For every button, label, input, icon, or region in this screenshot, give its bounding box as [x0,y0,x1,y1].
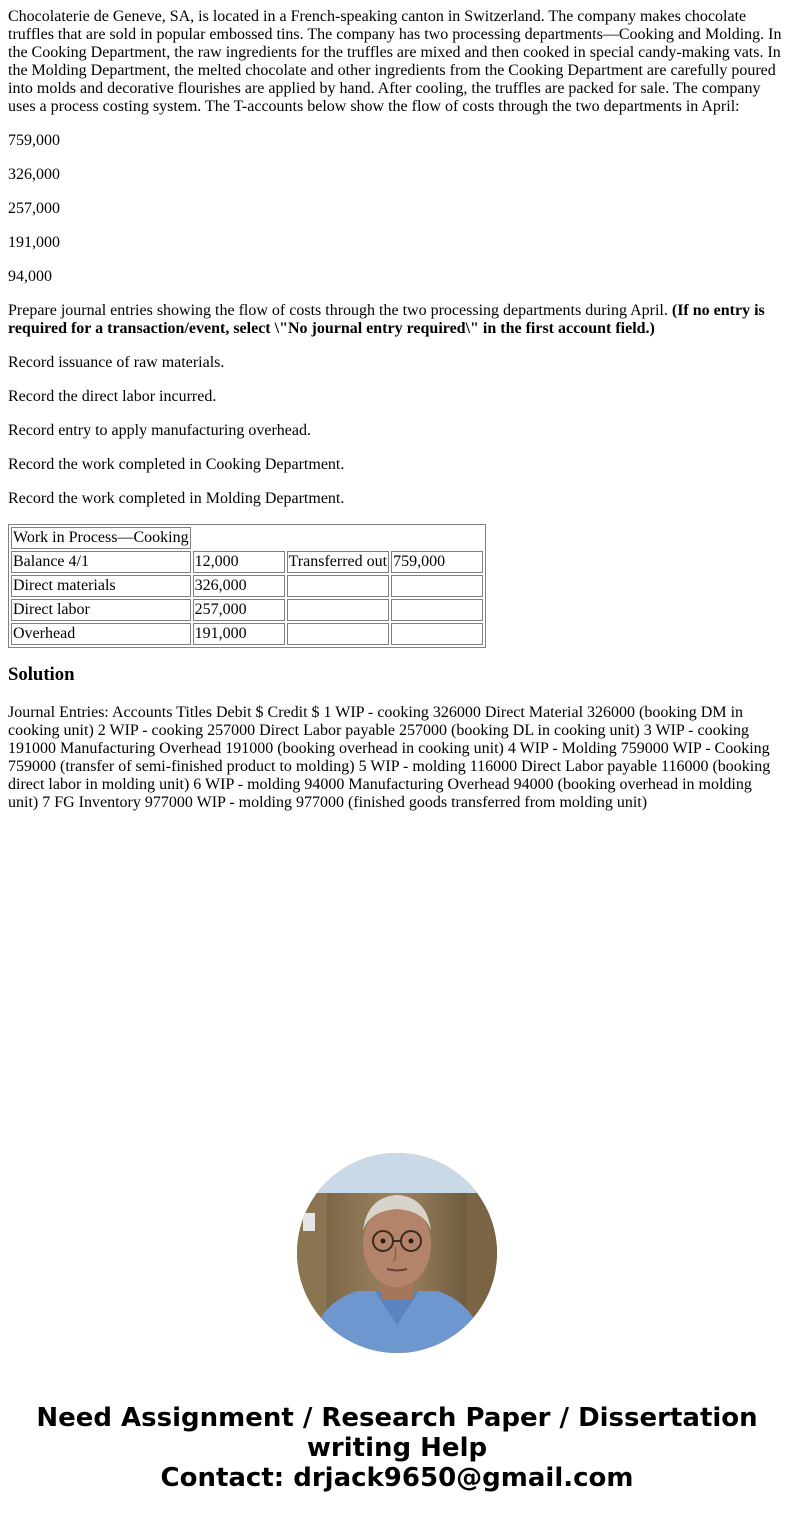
instruction-bold-note: (If no entry is required for a transaction/event, select \"No journal entry required\" in the first account field.) [8,302,765,337]
amount-2: 326,000 [8,166,60,183]
promo-contact: Contact: drjack9650@gmail.com [160,1463,634,1493]
row-label: Direct labor [11,599,191,621]
promo-line-1: Need Assignment / Research Paper / Dissertation [36,1403,758,1433]
row-credit [391,599,483,621]
solution-heading: Solution [8,664,75,685]
promo-line-2: writing Help [306,1433,488,1463]
task-apply-overhead: Record entry to apply manufacturing overhead. [8,422,311,439]
row-label: Balance 4/1 [11,551,191,573]
row-credit [391,623,483,645]
table-row [11,575,483,597]
row-credit: 759,000 [391,551,483,573]
row-label: Direct materials [11,575,191,597]
row-label: Overhead [11,623,191,645]
promo-banner [0,1403,794,1493]
tutor-portrait-icon [297,1153,497,1353]
problem-instruction [8,302,786,338]
t-account-title-row [11,527,483,549]
task-direct-labor: Record the direct labor incurred. [8,388,217,405]
row-debit: 257,000 [193,599,285,621]
row-credit-label [287,623,390,645]
row-debit: 12,000 [193,551,285,573]
row-credit-label [287,599,390,621]
amount-4: 191,000 [8,234,60,251]
amount-3: 257,000 [8,200,60,217]
table-row [11,551,483,573]
task-molding-completed: Record the work completed in Molding Department. [8,490,345,507]
amount-1: 759,000 [8,132,60,149]
row-credit-label [287,575,390,597]
problem-intro: Chocolaterie de Geneve, SA, is located in a French-speaking canton in Switzerland. The company makes chocolate truffles that are sold in popular embossed tins. The company has two processing departments—Cooking and Molding. In the Cooking Department, the raw ingredients for the truffles are mixed and then cooked in special candy-making vats. In the Molding Department, the melted chocolate and other ingredients from the Cooking Department are carefully poured into molds and decorative flourishes are applied by hand. After cooling, the truffles are packed for sale. The company uses a process costing system. The T-accounts below show the flow of costs through the two departments in April: [8,8,782,115]
row-credit-label: Transferred out [287,551,390,573]
t-account-wip-cooking [8,524,486,648]
task-cooking-completed: Record the work completed in Cooking Department. [8,456,345,473]
avatar [297,1153,497,1353]
amount-5: 94,000 [8,268,52,285]
t-account-title: Work in Process—Cooking [11,527,191,549]
instruction-text: Prepare journal entries showing the flow of costs through the two processing departments during April. [8,302,668,319]
table-row [11,623,483,645]
solution-text: Journal Entries: Accounts Titles Debit $ Credit $ 1 WIP - cooking 326000 Direct Material 326000 (booking DM in cooking unit) 2 WIP - cooking 257000 Direct Labor payable 257000 (booking DL in cooking unit) 3 WIP - cooking 191000 Manufacturing Overhead 191000 (booking overhead in cooking unit) 4 WIP - Molding 759000 WIP - Cooking 759000 (transfer of semi-finished product to molding) 5 WIP - molding 116000 Direct Labor payable 116000 (booking direct labor in molding unit) 6 WIP - molding 94000 Manufacturing Overhead 94000 (booking overhead in molding unit) 7 FG Inventory 977000 WIP - molding 977000 (finished goods transferred from molding unit) [8,704,771,811]
row-debit: 191,000 [193,623,285,645]
task-raw-materials: Record issuance of raw materials. [8,354,225,371]
row-credit [391,575,483,597]
row-debit: 326,000 [193,575,285,597]
table-row [11,599,483,621]
